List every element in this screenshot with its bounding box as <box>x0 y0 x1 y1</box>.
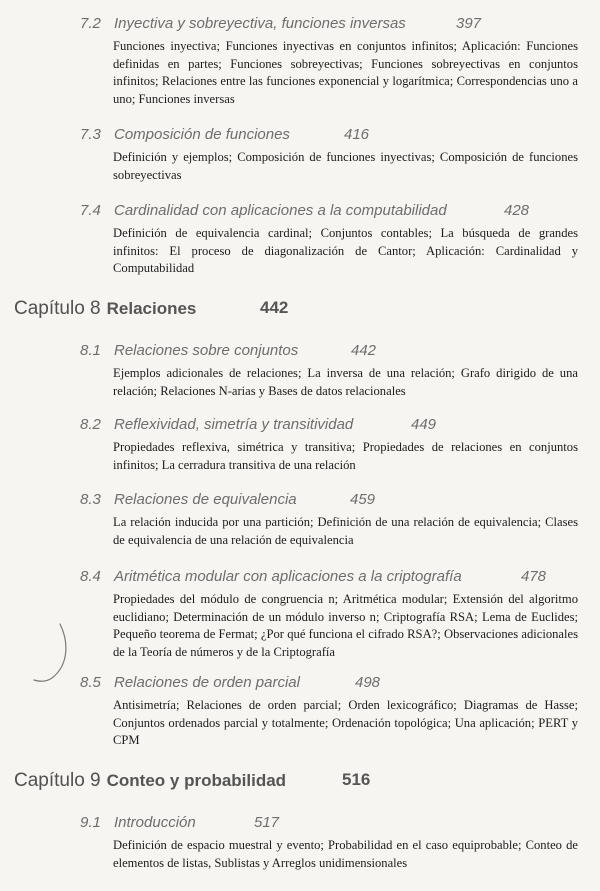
toc-section-8-1 <box>80 340 580 400</box>
section-page: 459 <box>350 491 376 508</box>
section-title: Composición de funciones <box>114 126 290 143</box>
section-number: 9.1 <box>80 814 101 831</box>
section-title: Relaciones de orden parcial <box>114 674 300 691</box>
section-description: Antisimetría; Relaciones de orden parcial; Orden lexicográfico; Diagramas de Hasse; Conjuntos ordenados parcial y totalmente; Ordenación topológica; Una aplicación; PERT y CPM <box>113 698 578 747</box>
section-page: 416 <box>344 126 370 143</box>
section-number: 7.3 <box>80 126 101 143</box>
toc-section-9-1 <box>80 812 580 872</box>
section-page: 397 <box>456 15 482 32</box>
section-heading <box>80 672 580 694</box>
toc-section-8-3 <box>80 489 580 549</box>
section-number: 8.1 <box>80 342 101 359</box>
section-number: 8.4 <box>80 568 101 585</box>
chapter-label: Capítulo 9 <box>14 770 101 791</box>
chapter-9-heading <box>14 770 594 798</box>
section-description: Definición de equivalencia cardinal; Conjuntos contables; La búsqueda de grandes infinitos: El proceso de diagonalización de Cantor; Aplicación: Cardinalidad y Computabilidad <box>113 226 578 275</box>
section-title: Inyectiva y sobreyectiva, funciones inversas <box>114 15 406 32</box>
section-heading <box>80 414 580 436</box>
toc-section-8-5 <box>80 672 580 750</box>
section-heading <box>80 340 580 362</box>
section-page: 442 <box>351 342 377 359</box>
section-page: 478 <box>521 568 547 585</box>
section-number: 7.2 <box>80 15 101 32</box>
chapter-title: Relaciones <box>106 299 197 318</box>
section-page: 498 <box>355 674 381 691</box>
pencil-mark-icon <box>32 620 72 690</box>
section-title: Relaciones sobre conjuntos <box>114 342 299 359</box>
toc-section-8-4 <box>80 566 580 661</box>
section-title: Aritmética modular con aplicaciones a la criptografía <box>114 568 462 585</box>
section-page: 428 <box>504 202 530 219</box>
chapter-label: Capítulo 8 <box>14 298 101 319</box>
section-description: Ejemplos adicionales de relaciones; La inversa de una relación; Grafo dirigido de una relación; Relaciones N-arias y Bases de datos relacionales <box>113 366 578 398</box>
section-heading <box>80 489 580 511</box>
section-description: La relación inducida por una partición; Definición de una relación de equivalencia; Clases de equivalencia de una relación de equivalencia <box>113 515 578 547</box>
section-heading <box>80 13 580 35</box>
section-description: Definición de espacio muestral y evento; Probabilidad en el caso equiprobable; Conteo de elementos de listas, Sublistas y Arreglos unidimensionales <box>113 838 578 870</box>
section-page: 517 <box>254 814 280 831</box>
section-title: Introducción <box>114 814 196 831</box>
section-heading <box>80 124 580 146</box>
toc-section-8-2 <box>80 414 580 474</box>
section-description: Propiedades reflexiva, simétrica y transitiva; Propiedades de relaciones en conjuntos infinitos; La cerradura transitiva de una relación <box>113 440 578 472</box>
section-number: 8.2 <box>80 416 101 433</box>
toc-section-7-3 <box>80 124 580 184</box>
section-title: Reflexividad, simetría y transitividad <box>114 416 354 433</box>
section-heading <box>80 812 580 834</box>
section-description: Definición y ejemplos; Composición de funciones inyectivas; Composición de funciones sobreyectivas <box>113 150 578 182</box>
section-title: Cardinalidad con aplicaciones a la computabilidad <box>114 202 447 219</box>
chapter-page: 442 <box>260 298 289 317</box>
section-heading <box>80 200 580 222</box>
section-heading <box>80 566 580 588</box>
chapter-8-heading <box>14 298 594 326</box>
section-title: Relaciones de equivalencia <box>114 491 297 508</box>
chapter-title: Conteo y probabilidad <box>106 771 287 790</box>
section-number: 7.4 <box>80 202 101 219</box>
toc-section-7-2 <box>80 13 580 108</box>
chapter-page: 516 <box>342 770 371 789</box>
section-page: 449 <box>411 416 437 433</box>
toc-section-7-4 <box>80 200 580 278</box>
section-number: 8.5 <box>80 674 101 691</box>
section-number: 8.3 <box>80 491 101 508</box>
section-description: Funciones inyectiva; Funciones inyectivas en conjuntos infinitos; Aplicación: Funciones definidas en partes; Funciones sobreyectivas; Funciones sobreyectivas en conjuntos infinitos; Relaciones entre las funciones exponencial y logarítmica; Correspondencias uno a uno; Funciones inversas <box>113 39 578 106</box>
section-description: Propiedades del módulo de congruencia n; Aritmética modular; Extensión del algoritmo euclidiano; Determinación de un módulo inverso n; Criptografía RSA; Lema de Euclides; Pequeño teorema de Fermat; ¿Por qué funciona el cifrado RSA?; Observaciones adicionales de la Teoría de números y de la Criptografía <box>113 592 578 659</box>
